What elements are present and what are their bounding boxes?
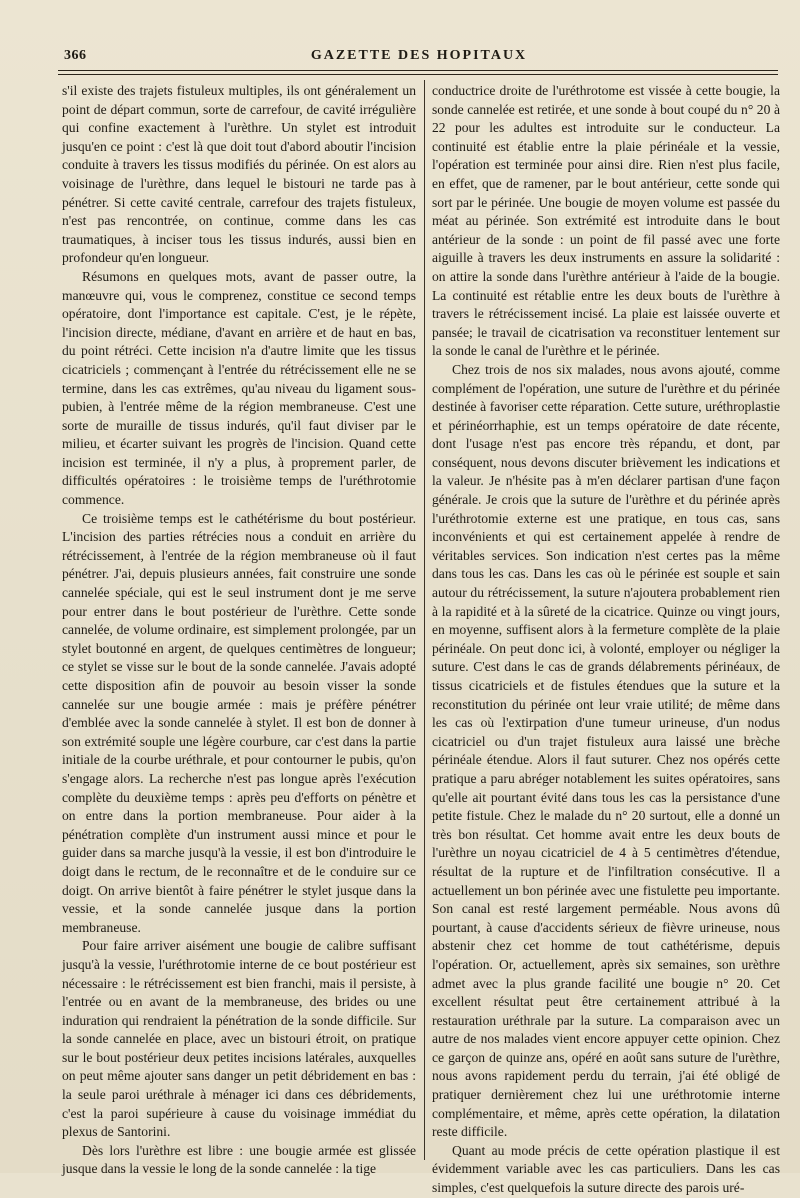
header-rule-thin bbox=[58, 74, 778, 75]
right-column bbox=[432, 82, 780, 1196]
paragraph: conductrice droite de l'uréthrotome est vissée à cette bougie, la sonde cannelée est retirée, et une sonde à bout coupé du n° 20 à 22 pour les adultes est introduite sur le conducteur. La continuité est établie entre la plaie périnéale et la vessie, l'opération est terminée pour ainsi dire. Rien n'est plus facile, en effet, que de ramener, par le bout antérieur, cette sonde qui sort par le périnée. Une bougie de moyen volume est passée du méat au périnée. Son extrémité est introduite dans le bout antérieur de la sonde : un point de fil passé avec une forte aiguille à travers les deux instruments en assure la solidarité : on attire la sonde dans l'urèthre antérieur à l'aide de la bougie. La continuité est rétablie entre les deux bouts de l'urèthre à travers le rétrécissement incisé. La plaie est laissée ouverte et pansée; le travail de cicatrisation va reconstituer lentement sur la sonde le canal de l'urèthre et le périnée. bbox=[432, 83, 780, 359]
page-header bbox=[58, 40, 780, 66]
page-number: 366 bbox=[64, 48, 87, 63]
left-column bbox=[62, 82, 416, 1177]
paragraph: Quant au mode précis de cette opération plastique il est évidemment variable avec les cas particuliers. Dans les cas simples, c'est quelquefois la suture directe des parois uré- bbox=[432, 1142, 780, 1196]
paragraph: s'il existe des trajets fistuleux multiples, ils ont généralement un point de départ commun, sorte de carrefour, de cavité irrégulière qui confine exactement à l'urèthre. Un stylet est introduit jusqu'en ce point : c'est là que doit tout d'abord aboutir l'incision conduite à travers les tissus modifiés du périnée. On est alors au voisinage de l'urèthre, dans lequel le bistouri ne tarde pas à pénétrer. Si cette cavité centrale, carrefour des trajets fistuleux, n'est pas rencontrée, on continue, comme dans les cas traumatiques, à inciser tous les tissus indurés, aussi bien en profondeur qu'en longueur. bbox=[62, 83, 416, 266]
paragraph: Dès lors l'urèthre est libre : une bougie armée est glissée jusque dans la vessie le long de la sonde cannelée : la tige bbox=[62, 1142, 416, 1177]
paragraph: Ce troisième temps est le cathétérisme du bout postérieur. L'incision des parties rétrécies nous a conduit en arrière du rétrécissement, à l'entrée de la région membraneuse où il faut pénétrer. J'ai, depuis plusieurs années, fait construire une sonde cannelée spéciale, qui est le seul instrument dont je me serve pour entrer dans le bout postérieur de l'urèthre. Cette sonde cannelée, de volume ordinaire, est simplement prolongée, par un stylet boutonné en argent, de quelques centimètres de longueur; ce stylet se visse sur le bout de la sonde cannelée. J'avais adopté cette disposition afin de pouvoir au besoin visser la sonde cannelée sur une bougie armée : mais je préfère pénétrer d'emblée avec la sonde cannelée à stylet. Il est bon de donner à son extrémité souple une légère courbure, car c'est dans la partie initiale de la courbe uréthrale, et pour contourner le pubis, qu'on s'engage alors. La recherche n'est pas longue après l'exécution complète du deuxième temps : après peu d'efforts on pénètre et on entre dans la portion membraneuse. Pour aider à la pénétration complète d'un instrument aussi mince et pour le guider dans sa marche jusqu'à la vessie, il est bon d'introduire le doigt dans le rectum, de le reconnaître et de le conduire sur ce doigt. On arrive bientôt à faire pénétrer le stylet jusque dans la vessie, et la sonde cannelée jusque dans la portion membraneuse. bbox=[62, 510, 416, 935]
paragraph: Pour faire arriver aisément une bougie de calibre suffisant jusqu'à la vessie, l'uréthrotomie interne de ce bout postérieur est nécessaire : le rétrécissement est bien franchi, mais il persiste, à l'entrée ou en avant de la membraneuse, des brides ou une induration qui rendraient la pénétration de la sonde difficile. Sur la sonde cannelée en place, avec un bistouri étroit, on pratique sur le bout postérieur deux petites incisions latérales, auxquelles on peut même ajouter sans danger un petit débridement en bas : la seule paroi uréthrale à ménager ici dans ces débridements, c'est la paroi supérieure à cause du voisinage immédiat du plexus de Santorini. bbox=[62, 938, 416, 1140]
running-title: GAZETTE DES HOPITAUX bbox=[310, 48, 528, 63]
paragraph: Résumons en quelques mots, avant de passer outre, la manœuvre qui, vous le comprenez, constitue ce second temps opératoire, dont l'importance est capitale. C'est, je le répète, l'incision directe, médiane, d'avant en arrière et de haut en bas, du point rétréci. Cette incision n'a d'autre limite que les tissus cicatriciels ; commençant à l'entrée du rétrécissement elle ne se termine, dans les cas extrêmes, qu'au niveau du ligament sous-pubien, à l'entrée même de la région membraneuse. C'est une sorte de muraille de tissus indurés, qu'il faut diviser par le milieu, et écarter suivant les progrès de l'incision. Quand cette incision est terminée, il n'y a plus, à proprement parler, de difficultés opératoires : le troisième temps de l'uréthrotomie commence. bbox=[62, 268, 416, 508]
paragraph: Chez trois de nos six malades, nous avons ajouté, comme complément de l'opération, une suture de l'urèthre et du périnée destinée à favoriser cette réparation. Cette suture, uréthroplastie et périnéorrhaphie, est un temps opératoire de date récente, dont l'usage n'est pas encore très répandu, et dont, par conséquent, nous devons discuter brièvement les indications et la valeur. Je n'hésite pas à m'en déclarer partisan d'une façon générale. Je crois que la suture de l'urèthre et du périnée après l'uréthrotomie externe est une pratique, en tous cas, sans inconvénients et qui est certainement appelée à rendre de véritables services. Son indication n'est certes pas la même dans tous les cas. Dans les cas où le périnée est souple et sain autour du rétrécissement, la suture n'ajoutera probablement rien à la rapidité et à la sûreté de la cicatrice. Quinze ou vingt jours, en moyenne, suffisent alors à la fermeture complète de la plaie périnéale. On peut donc ici, à volonté, employer ou négliger la suture. C'est dans le cas de grands délabrements périnéaux, de tissus cicatriciels et de fistules étendues que la suture et la reconstitution du périnée ont leur vraie utilité; de même dans les cas où l'extirpation d'une tumeur urineuse, d'un nodus cicatriciel ou d'un trajet fistuleux aura laissé une brèche périnéale étendue. Alors il faut suturer. Chez nos opérés cette pratique a paru abréger notablement les suites opératoires, sans qu'elle ait pourtant évité dans tous les cas la persistance d'une petite fistule. Chez le malade du n° 20 surtout, elle a donné un très bon résultat. Cet homme avait entre les deux bouts de l'urèthre un noyau cicatriciel de 4 à 5 centimètres d'étendue, résultat de la rupture et de l'infiltration consécutive. Il a actuellement un bon périnée avec une fistulette peu importante. Son canal est resté largement perméable. Nous avons dû pourtant, à cause d'accidents sérieux de fièvre urineuse, nous abstenir chez cet homme de tout cathétérisme, depuis l'opération. Or, actuellement, après six semaines, son urèthre admet avec la plus grande facilité une bougie n° 20. Cet excellent résultat peut être certainement attribué à la restauration uréthrale par la suture. La comparaison avec un autre de nos malades vient encore appuyer cette opinion. Chez ce garçon de quinze ans, opéré en août sans suture de l'urèthre, nous avons rapidement perdu du terrain, j'ai été obligé de pratiquer dernièrement chez lui une uréthrotomie interne complémentaire, et même, après cette opération, la dilatation reste difficile. bbox=[432, 361, 780, 1140]
header-rule bbox=[58, 70, 778, 71]
column-divider bbox=[424, 80, 425, 1160]
